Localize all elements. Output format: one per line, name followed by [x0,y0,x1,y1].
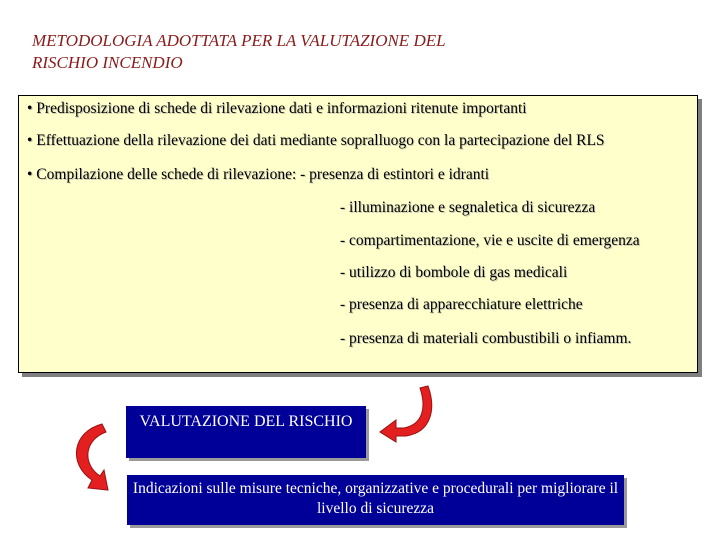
valutazione-rischio-box: VALUTAZIONE DEL RISCHIO [126,406,366,458]
sub-item: - presenza di apparecchiature elettriche [340,296,583,313]
bullet-item: • Compilazione delle schede di rilevazione: - presenza di estintori e idranti [27,166,490,183]
indicazioni-box: Indicazioni sulle misure tecniche, organizzative e procedurali per migliorare il livello di sicurezza [127,475,624,525]
title-line-1: METODOLOGIA ADOTTATA PER LA VALUTAZIONE DEL [32,31,446,50]
slide-title [32,30,632,74]
sub-item: - compartimentazione, vie e uscite di emergenza [340,232,640,249]
sub-item: - utilizzo di bombole di gas medicali [340,264,568,281]
sub-item: - presenza di materiali combustibili o infiamm. [340,330,632,347]
methodology-panel [18,95,698,373]
bullet-item: • Effettuazione della rilevazione dei dati mediante sopralluogo con la partecipazione del RLS [27,132,605,149]
sub-item: - illuminazione e segnaletica di sicurezza [340,199,596,216]
curved-arrow-down-left-icon [376,384,436,444]
bullet-item: • Predisposizione di schede di rilevazione dati e informazioni ritenute importanti [27,100,527,117]
title-line-2: RISCHIO INCENDIO [32,53,183,72]
curved-arrow-down-right-icon [62,418,124,500]
